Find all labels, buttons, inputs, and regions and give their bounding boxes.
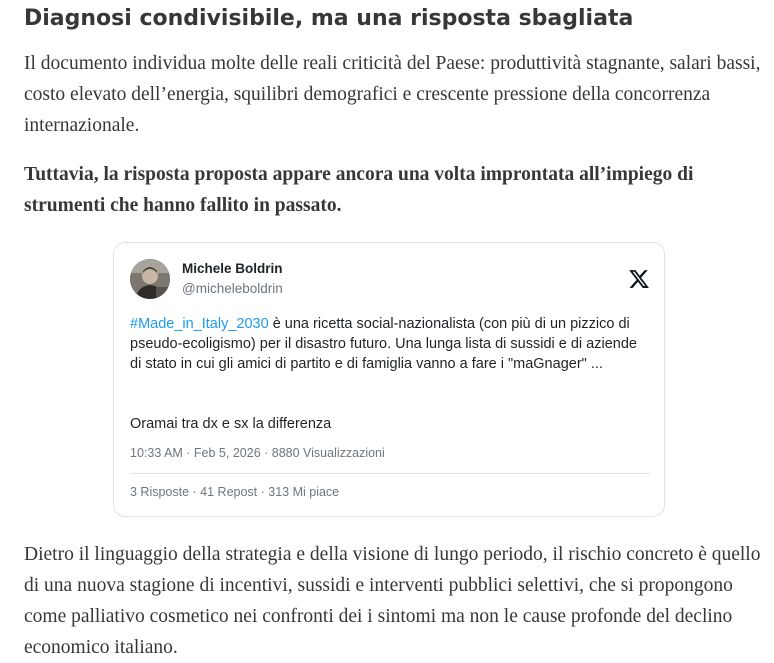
tweet-divider: [130, 473, 650, 474]
x-logo-icon[interactable]: [628, 268, 650, 290]
tweet-timestamp-views[interactable]: 10:33 AM · Feb 5, 2026 · 8880 Visualizzazioni: [130, 446, 385, 460]
avatar-photo-icon: [130, 259, 170, 299]
tweet-engagement-stats[interactable]: 3 Risposte · 41 Repost · 313 Mi piace: [130, 485, 340, 499]
tweet-hashtag-link[interactable]: #Made_in_Italy_2030: [130, 316, 269, 332]
tweet-author-handle[interactable]: @micheleboldrin: [182, 281, 283, 296]
tweet-text-line-2: Oramai tra dx e sx la differenza: [130, 416, 332, 432]
tweet-text: [130, 314, 652, 374]
author-avatar[interactable]: [130, 259, 170, 299]
tweet-author-name[interactable]: Michele Boldrin: [182, 261, 283, 276]
paragraph-risk: Dietro il linguaggio della strategia e della visione di lungo periodo, il rischio concreto è quello di una nuova stagione di incentivi, sussidi e interventi pubblici selettivi, che si propongono come palliativo cosmetico nei confronti dei i sintomi ma non le cause profonde del declino economico italiano.: [24, 544, 761, 658]
paragraph-diagnosis: Il documento individua molte delle reali criticità del Paese: produttività stagnante, salari bassi, costo elevato dell’energia, squilibri demografici e crescente pressione della concorrenza internazionale.: [24, 53, 761, 136]
tweet-body: è una ricetta social-nazionalista (con più di un pizzico di pseudo-ecoligismo) per il disastro futuro. Una lunga lista di sussidi e di aziende di stato in cui gli amici di partito e di famiglia vanno a fare i "maGnager" ...: [130, 316, 637, 372]
embedded-tweet[interactable]: [113, 242, 665, 517]
section-heading: Diagnosi condivisibile, ma una risposta sbagliata: [24, 6, 634, 31]
paragraph-bold-statement: Tuttavia, la risposta proposta appare ancora una volta improntata all’impiego di strumenti che hanno fallito in passato.: [24, 164, 694, 216]
